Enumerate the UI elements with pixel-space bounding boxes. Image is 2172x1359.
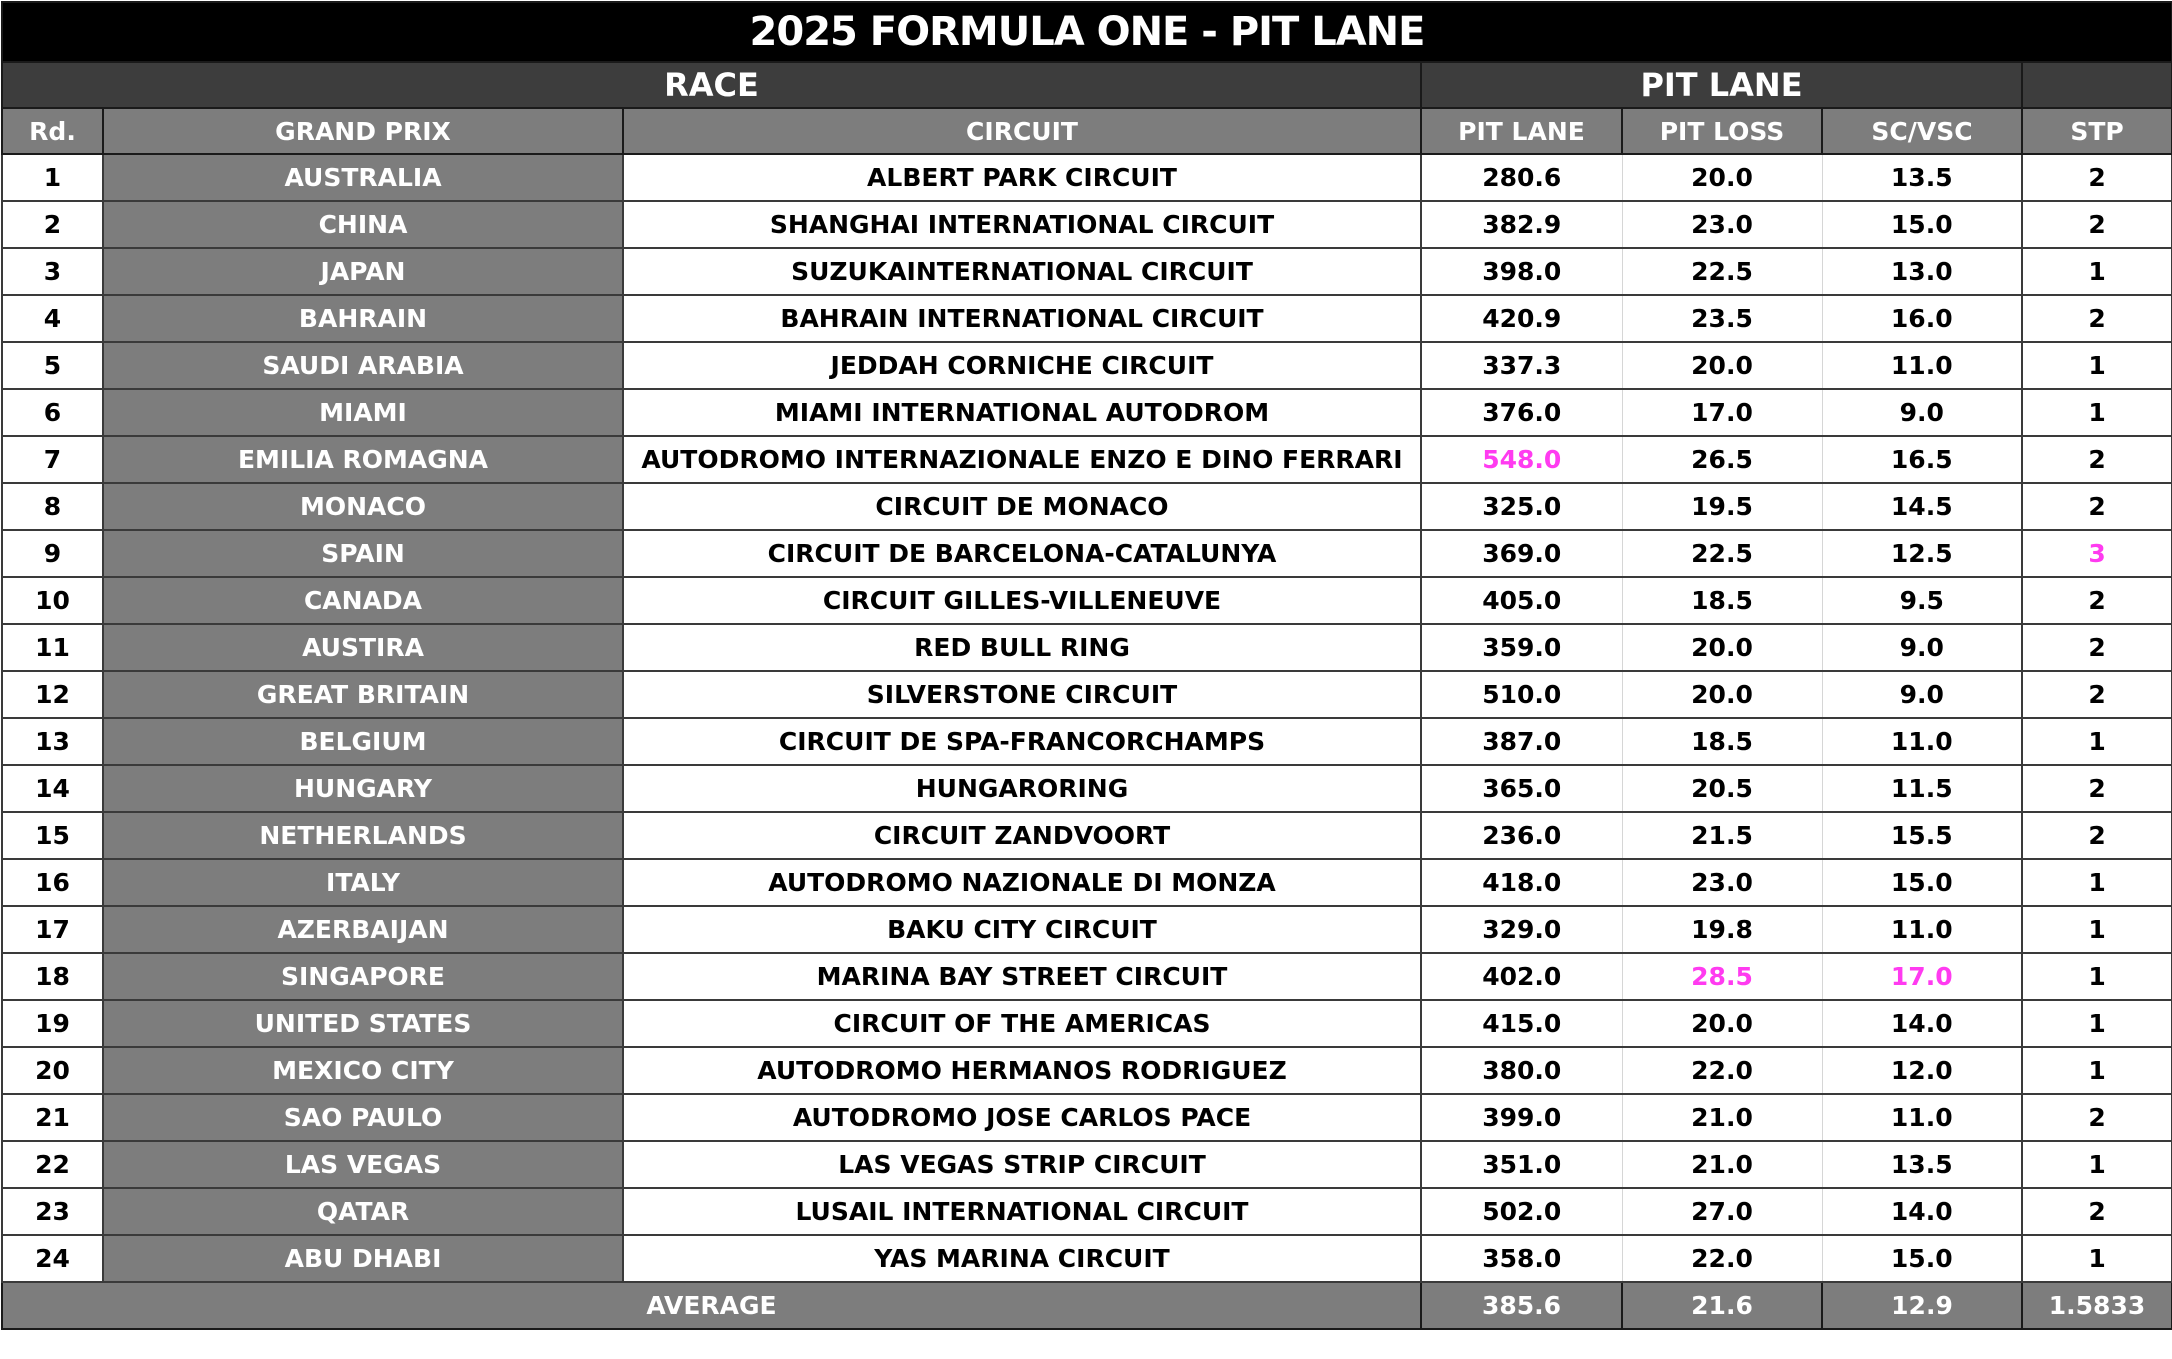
cell-pit-loss: 21.0 (1622, 1141, 1822, 1188)
cell-pit-lane: 548.0 (1421, 436, 1622, 483)
cell-circuit: AUTODROMO INTERNAZIONALE ENZO E DINO FERRARI (623, 436, 1421, 483)
cell-circuit: SUZUKAINTERNATIONAL CIRCUIT (623, 248, 1421, 295)
cell-circuit: CIRCUIT GILLES-VILLENEUVE (623, 577, 1421, 624)
cell-grand-prix: UNITED STATES (103, 1000, 623, 1047)
cell-pit-loss: 22.5 (1622, 248, 1822, 295)
table-row (2, 154, 2172, 201)
cell-pit-lane: 358.0 (1421, 1235, 1622, 1282)
cell-pit-lane: 415.0 (1421, 1000, 1622, 1047)
cell-circuit: BAKU CITY CIRCUIT (623, 906, 1421, 953)
cell-pit-loss: 23.0 (1622, 859, 1822, 906)
cell-rd: 17 (2, 906, 103, 953)
cell-rd: 5 (2, 342, 103, 389)
cell-grand-prix: SAO PAULO (103, 1094, 623, 1141)
cell-circuit: HUNGARORING (623, 765, 1421, 812)
cell-pit-lane: 402.0 (1421, 953, 1622, 1000)
table-row (2, 1188, 2172, 1235)
cell-stp: 1 (2022, 1141, 2172, 1188)
table-row (2, 671, 2172, 718)
cell-pit-loss: 22.0 (1622, 1235, 1822, 1282)
cell-stp: 2 (2022, 1094, 2172, 1141)
cell-circuit: SHANGHAI INTERNATIONAL CIRCUIT (623, 201, 1421, 248)
cell-stp: 1 (2022, 389, 2172, 436)
table-row (2, 718, 2172, 765)
cell-pit-loss: 22.5 (1622, 530, 1822, 577)
column-header-circuit: CIRCUIT (623, 108, 1421, 154)
cell-sc-vsc: 16.5 (1822, 436, 2022, 483)
cell-rd: 3 (2, 248, 103, 295)
cell-sc-vsc: 9.0 (1822, 624, 2022, 671)
cell-pit-lane: 387.0 (1421, 718, 1622, 765)
cell-circuit: MIAMI INTERNATIONAL AUTODROM (623, 389, 1421, 436)
cell-pit-loss: 18.5 (1622, 718, 1822, 765)
table-row (2, 1000, 2172, 1047)
cell-pit-loss: 21.5 (1622, 812, 1822, 859)
cell-pit-lane: 376.0 (1421, 389, 1622, 436)
cell-pit-loss: 28.5 (1622, 953, 1822, 1000)
cell-circuit: YAS MARINA CIRCUIT (623, 1235, 1421, 1282)
table-row (2, 812, 2172, 859)
cell-grand-prix: EMILIA ROMAGNA (103, 436, 623, 483)
cell-stp: 1 (2022, 953, 2172, 1000)
cell-sc-vsc: 15.0 (1822, 201, 2022, 248)
cell-stp: 1 (2022, 248, 2172, 295)
cell-grand-prix: MEXICO CITY (103, 1047, 623, 1094)
cell-grand-prix: BAHRAIN (103, 295, 623, 342)
cell-rd: 14 (2, 765, 103, 812)
cell-stp: 1 (2022, 1000, 2172, 1047)
cell-pit-loss: 22.0 (1622, 1047, 1822, 1094)
table-row (2, 436, 2172, 483)
cell-rd: 21 (2, 1094, 103, 1141)
cell-pit-lane: 359.0 (1421, 624, 1622, 671)
cell-grand-prix: ITALY (103, 859, 623, 906)
group-header-pit-lane: PIT LANE (1421, 62, 2022, 108)
pit-lane-table (1, 1, 2172, 1330)
cell-pit-lane: 280.6 (1421, 154, 1622, 201)
cell-grand-prix: AUSTIRA (103, 624, 623, 671)
cell-rd: 24 (2, 1235, 103, 1282)
cell-circuit: LAS VEGAS STRIP CIRCUIT (623, 1141, 1421, 1188)
cell-pit-lane: 418.0 (1421, 859, 1622, 906)
cell-rd: 1 (2, 154, 103, 201)
group-header-race: RACE (2, 62, 1421, 108)
cell-sc-vsc: 17.0 (1822, 953, 2022, 1000)
cell-pit-lane: 510.0 (1421, 671, 1622, 718)
table-row (2, 906, 2172, 953)
cell-pit-lane: 420.9 (1421, 295, 1622, 342)
cell-sc-vsc: 12.0 (1822, 1047, 2022, 1094)
cell-rd: 6 (2, 389, 103, 436)
cell-stp: 1 (2022, 718, 2172, 765)
column-header-pit-lane: PIT LANE (1421, 108, 1622, 154)
cell-pit-lane: 236.0 (1421, 812, 1622, 859)
cell-grand-prix: LAS VEGAS (103, 1141, 623, 1188)
cell-stp: 2 (2022, 1188, 2172, 1235)
cell-sc-vsc: 12.5 (1822, 530, 2022, 577)
cell-circuit: JEDDAH CORNICHE CIRCUIT (623, 342, 1421, 389)
cell-grand-prix: CANADA (103, 577, 623, 624)
cell-rd: 2 (2, 201, 103, 248)
cell-rd: 20 (2, 1047, 103, 1094)
cell-circuit: AUTODROMO HERMANOS RODRIGUEZ (623, 1047, 1421, 1094)
cell-pit-lane: 398.0 (1421, 248, 1622, 295)
cell-rd: 22 (2, 1141, 103, 1188)
cell-pit-loss: 26.5 (1622, 436, 1822, 483)
cell-stp: 2 (2022, 483, 2172, 530)
cell-sc-vsc: 13.5 (1822, 1141, 2022, 1188)
cell-stp: 1 (2022, 859, 2172, 906)
cell-circuit: SILVERSTONE CIRCUIT (623, 671, 1421, 718)
cell-pit-loss: 20.0 (1622, 1000, 1822, 1047)
cell-stp: 3 (2022, 530, 2172, 577)
column-header-pit-loss: PIT LOSS (1622, 108, 1822, 154)
average-pit-loss: 21.6 (1622, 1282, 1822, 1329)
cell-grand-prix: SPAIN (103, 530, 623, 577)
cell-grand-prix: AUSTRALIA (103, 154, 623, 201)
cell-sc-vsc: 15.0 (1822, 859, 2022, 906)
table-row (2, 1047, 2172, 1094)
cell-rd: 13 (2, 718, 103, 765)
cell-grand-prix: CHINA (103, 201, 623, 248)
cell-grand-prix: SINGAPORE (103, 953, 623, 1000)
cell-stp: 1 (2022, 342, 2172, 389)
table-row (2, 1094, 2172, 1141)
cell-sc-vsc: 9.0 (1822, 671, 2022, 718)
cell-grand-prix: MONACO (103, 483, 623, 530)
cell-pit-lane: 405.0 (1421, 577, 1622, 624)
table-row (2, 530, 2172, 577)
cell-pit-lane: 382.9 (1421, 201, 1622, 248)
cell-grand-prix: HUNGARY (103, 765, 623, 812)
cell-pit-loss: 20.0 (1622, 671, 1822, 718)
cell-stp: 2 (2022, 624, 2172, 671)
cell-pit-lane: 380.0 (1421, 1047, 1622, 1094)
column-header-stp: STP (2022, 108, 2172, 154)
table-row (2, 295, 2172, 342)
cell-stp: 2 (2022, 436, 2172, 483)
cell-pit-lane: 369.0 (1421, 530, 1622, 577)
average-stp: 1.5833 (2022, 1282, 2172, 1329)
cell-pit-loss: 18.5 (1622, 577, 1822, 624)
cell-grand-prix: MIAMI (103, 389, 623, 436)
cell-pit-lane: 351.0 (1421, 1141, 1622, 1188)
cell-rd: 4 (2, 295, 103, 342)
cell-circuit: CIRCUIT OF THE AMERICAS (623, 1000, 1421, 1047)
cell-pit-lane: 399.0 (1421, 1094, 1622, 1141)
cell-pit-lane: 325.0 (1421, 483, 1622, 530)
cell-grand-prix: AZERBAIJAN (103, 906, 623, 953)
cell-sc-vsc: 15.0 (1822, 1235, 2022, 1282)
cell-sc-vsc: 14.0 (1822, 1000, 2022, 1047)
cell-pit-loss: 27.0 (1622, 1188, 1822, 1235)
cell-rd: 9 (2, 530, 103, 577)
group-header-row (2, 62, 2172, 108)
cell-rd: 10 (2, 577, 103, 624)
cell-sc-vsc: 13.5 (1822, 154, 2022, 201)
cell-circuit: AUTODROMO NAZIONALE DI MONZA (623, 859, 1421, 906)
cell-rd: 15 (2, 812, 103, 859)
cell-grand-prix: GREAT BRITAIN (103, 671, 623, 718)
cell-rd: 8 (2, 483, 103, 530)
cell-pit-loss: 23.0 (1622, 201, 1822, 248)
column-header-rd: Rd. (2, 108, 103, 154)
cell-stp: 2 (2022, 154, 2172, 201)
title-row (2, 2, 2172, 62)
cell-circuit: RED BULL RING (623, 624, 1421, 671)
cell-sc-vsc: 11.5 (1822, 765, 2022, 812)
table-row (2, 624, 2172, 671)
table-row (2, 389, 2172, 436)
cell-pit-loss: 20.0 (1622, 624, 1822, 671)
cell-sc-vsc: 13.0 (1822, 248, 2022, 295)
table-row (2, 1235, 2172, 1282)
cell-sc-vsc: 16.0 (1822, 295, 2022, 342)
cell-grand-prix: JAPAN (103, 248, 623, 295)
cell-pit-loss: 17.0 (1622, 389, 1822, 436)
cell-stp: 2 (2022, 577, 2172, 624)
cell-circuit: MARINA BAY STREET CIRCUIT (623, 953, 1421, 1000)
cell-pit-lane: 337.3 (1421, 342, 1622, 389)
cell-pit-lane: 329.0 (1421, 906, 1622, 953)
table-row (2, 483, 2172, 530)
average-row (2, 1282, 2172, 1329)
cell-circuit: CIRCUIT DE BARCELONA-CATALUNYA (623, 530, 1421, 577)
cell-stp: 2 (2022, 671, 2172, 718)
column-header-row (2, 108, 2172, 154)
table-row (2, 765, 2172, 812)
cell-sc-vsc: 11.0 (1822, 1094, 2022, 1141)
cell-rd: 16 (2, 859, 103, 906)
cell-pit-loss: 19.8 (1622, 906, 1822, 953)
cell-sc-vsc: 14.5 (1822, 483, 2022, 530)
cell-circuit: LUSAIL INTERNATIONAL CIRCUIT (623, 1188, 1421, 1235)
cell-sc-vsc: 14.0 (1822, 1188, 2022, 1235)
cell-stp: 1 (2022, 1235, 2172, 1282)
cell-pit-loss: 20.0 (1622, 154, 1822, 201)
cell-sc-vsc: 11.0 (1822, 906, 2022, 953)
cell-pit-loss: 19.5 (1622, 483, 1822, 530)
cell-rd: 19 (2, 1000, 103, 1047)
cell-rd: 7 (2, 436, 103, 483)
cell-pit-loss: 20.0 (1622, 342, 1822, 389)
cell-circuit: BAHRAIN INTERNATIONAL CIRCUIT (623, 295, 1421, 342)
cell-sc-vsc: 11.0 (1822, 342, 2022, 389)
cell-circuit: CIRCUIT DE SPA-FRANCORCHAMPS (623, 718, 1421, 765)
cell-pit-loss: 21.0 (1622, 1094, 1822, 1141)
column-header-grand-prix: GRAND PRIX (103, 108, 623, 154)
cell-pit-loss: 20.5 (1622, 765, 1822, 812)
cell-stp: 2 (2022, 201, 2172, 248)
cell-circuit: CIRCUIT ZANDVOORT (623, 812, 1421, 859)
table-row (2, 577, 2172, 624)
table-row (2, 342, 2172, 389)
cell-sc-vsc: 9.0 (1822, 389, 2022, 436)
table-row (2, 248, 2172, 295)
cell-stp: 1 (2022, 906, 2172, 953)
cell-circuit: CIRCUIT DE MONACO (623, 483, 1421, 530)
cell-stp: 2 (2022, 765, 2172, 812)
cell-rd: 18 (2, 953, 103, 1000)
cell-circuit: AUTODROMO JOSE CARLOS PACE (623, 1094, 1421, 1141)
table-row (2, 201, 2172, 248)
cell-pit-lane: 502.0 (1421, 1188, 1622, 1235)
table-row (2, 1141, 2172, 1188)
average-sc-vsc: 12.9 (1822, 1282, 2022, 1329)
cell-sc-vsc: 11.0 (1822, 718, 2022, 765)
cell-circuit: ALBERT PARK CIRCUIT (623, 154, 1421, 201)
cell-pit-loss: 23.5 (1622, 295, 1822, 342)
cell-grand-prix: SAUDI ARABIA (103, 342, 623, 389)
cell-sc-vsc: 15.5 (1822, 812, 2022, 859)
cell-rd: 23 (2, 1188, 103, 1235)
cell-grand-prix: QATAR (103, 1188, 623, 1235)
cell-stp: 2 (2022, 295, 2172, 342)
cell-grand-prix: BELGIUM (103, 718, 623, 765)
cell-rd: 11 (2, 624, 103, 671)
group-header-blank (2022, 62, 2172, 108)
cell-grand-prix: NETHERLANDS (103, 812, 623, 859)
cell-grand-prix: ABU DHABI (103, 1235, 623, 1282)
cell-stp: 1 (2022, 1047, 2172, 1094)
cell-pit-lane: 365.0 (1421, 765, 1622, 812)
table-row (2, 953, 2172, 1000)
column-header-sc-vsc: SC/VSC (1822, 108, 2022, 154)
average-label: AVERAGE (2, 1282, 1421, 1329)
cell-rd: 12 (2, 671, 103, 718)
cell-stp: 2 (2022, 812, 2172, 859)
cell-sc-vsc: 9.5 (1822, 577, 2022, 624)
average-pit-lane: 385.6 (1421, 1282, 1622, 1329)
table-row (2, 859, 2172, 906)
table-title: 2025 FORMULA ONE - PIT LANE (2, 2, 2172, 62)
